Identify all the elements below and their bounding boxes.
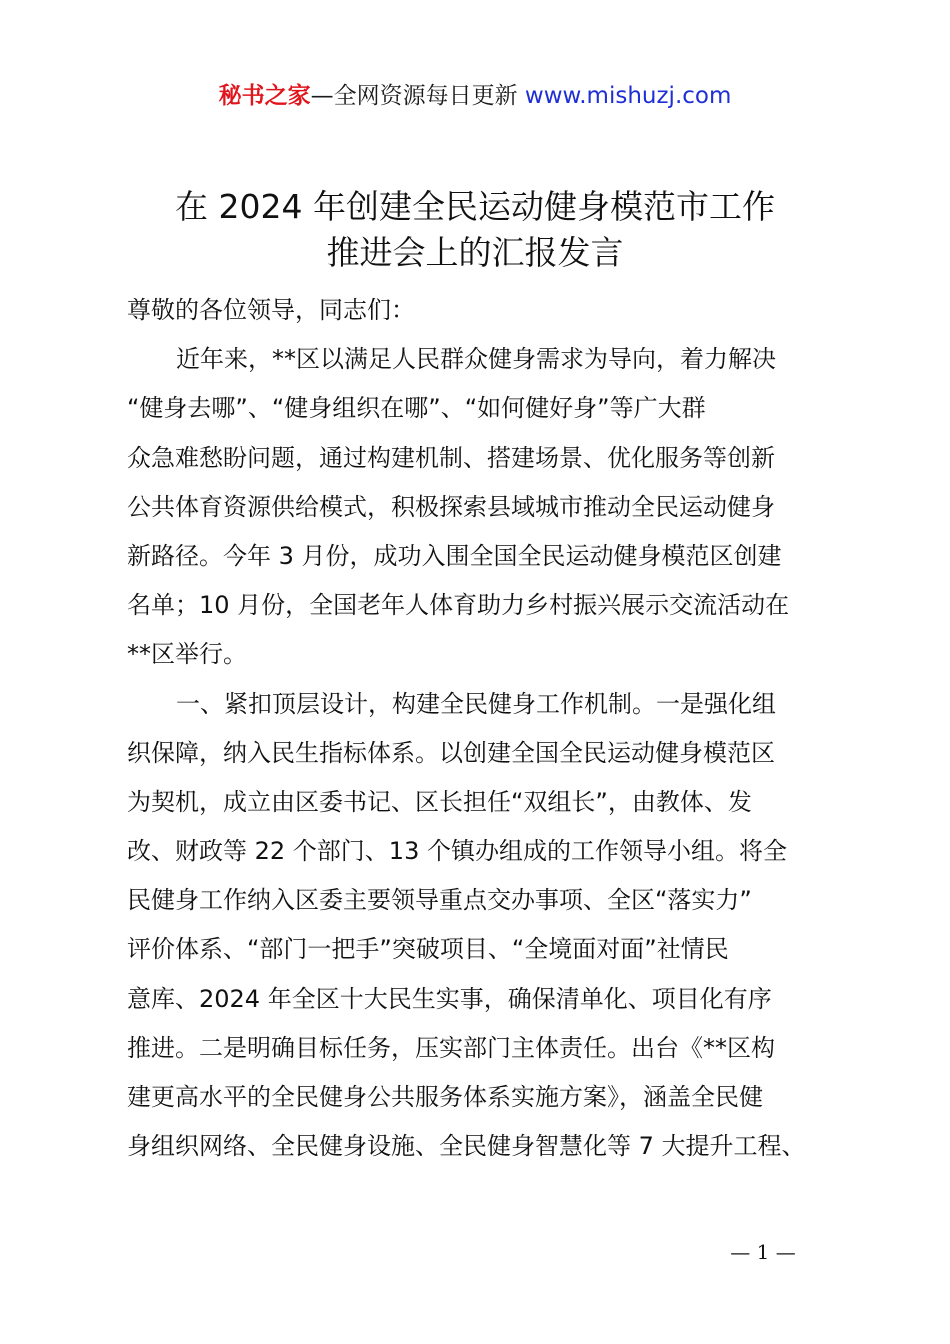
paragraph-line: 为契机，成立由区委书记、区长担任“双组长”，由教体、发 <box>127 787 752 816</box>
page-number: — 1 — <box>730 1240 796 1264</box>
paragraph-line: 推进。二是明确目标任务，压实部门主体责任。出台《**区构 <box>127 1033 775 1062</box>
paragraph-line: 织保障，纳入民生指标体系。以创建全国全民运动健身模范区 <box>127 738 775 767</box>
paragraph-line: 名单；10 月份，全国老年人体育助力乡村振兴展示交流活动在 <box>127 591 790 620</box>
header-tagline: —全网资源每日更新 <box>310 83 525 109</box>
section-heading-line: 一、紧扣顶层设计，构建全民健身工作机制。一是强化组 <box>176 689 776 718</box>
paragraph-line: 众急难愁盼问题，通过构建机制、搭建场景、优化服务等创新 <box>127 443 775 472</box>
paragraph-line: 公共体育资源供给模式，积极探索县域城市推动全民运动健身 <box>127 492 775 521</box>
paragraph-line: 改、财政等 22 个部门、13 个镇办组成的工作领导小组。将全 <box>127 837 787 866</box>
paragraph-line: 身组织网络、全民健身设施、全民健身智慧化等 7 大提升工程、 <box>127 1132 806 1161</box>
brand-name: 秘书之家 <box>218 83 311 109</box>
paragraph-line: “健身去哪”、“健身组织在哪”、“如何健好身”等广大群 <box>127 394 706 423</box>
site-header <box>0 80 950 112</box>
paragraph-line: 意库、2024 年全区十大民生实事，确保清单化、项目化有序 <box>127 984 772 1013</box>
paragraph-line: **区举行。 <box>127 640 247 669</box>
title-line-1: 在 2024 年创建全民运动健身模范市工作 <box>175 187 775 226</box>
paragraph-line: 近年来，**区以满足人民群众健身需求为导向，着力解决 <box>176 345 776 374</box>
document-body <box>127 286 837 1171</box>
paragraph-line: 新路径。今年 3 月份，成功入围全国全民运动健身模范区创建 <box>127 541 782 570</box>
site-url-link[interactable]: www.mishuzj.com <box>524 83 732 109</box>
salutation: 尊敬的各位领导，同志们： <box>127 296 415 324</box>
document-title <box>0 184 950 276</box>
title-line-2: 推进会上的汇报发言 <box>326 233 624 272</box>
paragraph-line: 建更高水平的全民健身公共服务体系实施方案》，涵盖全民健 <box>127 1083 763 1111</box>
paragraph-line: 民健身工作纳入区委主要领导重点交办事项、全区“落实力” <box>127 886 752 915</box>
paragraph-line: 评价体系、“部门一把手”突破项目、“全境面对面”社情民 <box>127 935 729 964</box>
